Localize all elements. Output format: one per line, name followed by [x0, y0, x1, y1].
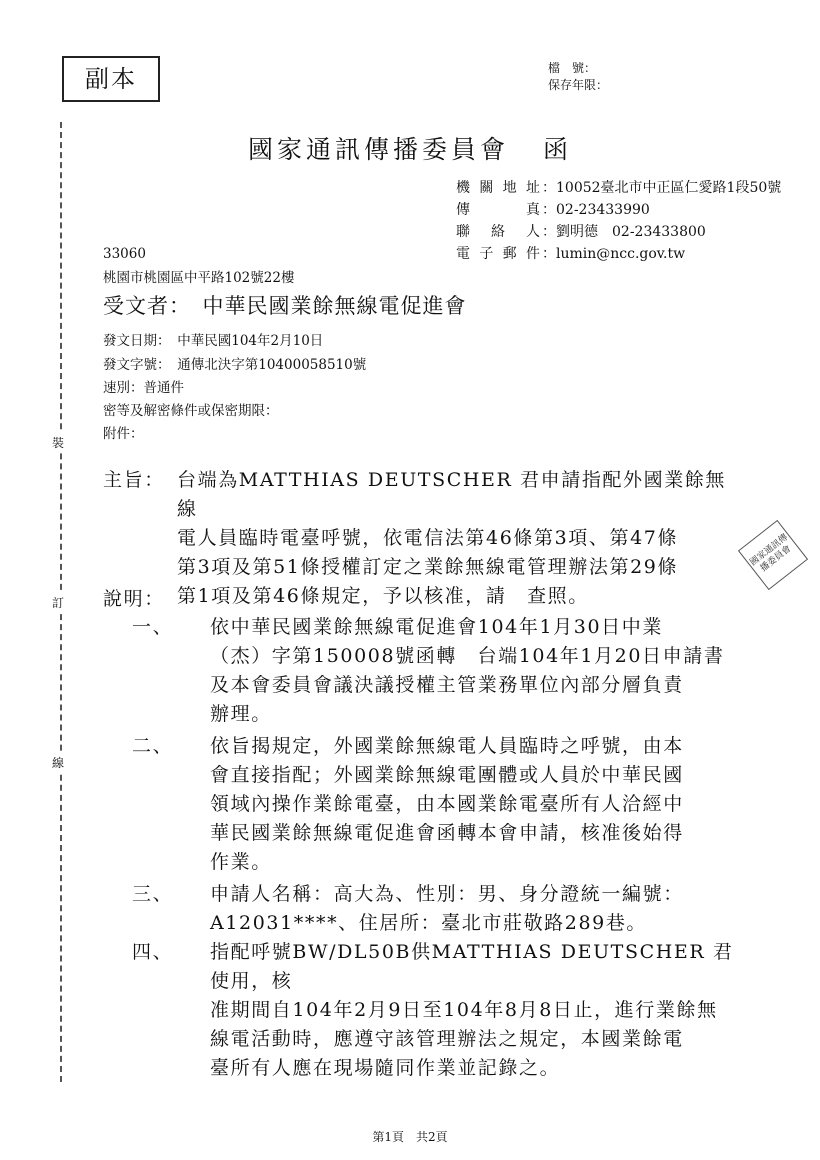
urgency: 速別：普通件 — [103, 380, 184, 396]
item-number: 一、 — [132, 616, 174, 638]
postal-code: 33060 — [103, 246, 146, 262]
copy-stamp: 副本 — [62, 56, 160, 102]
contact-email: 電子郵件 ：lumin@ncc.gov.tw — [456, 246, 686, 262]
document-title — [0, 130, 820, 166]
document-number: 發文字號： 通傳北決字第10400058510號 — [103, 357, 367, 373]
item-number: 三、 — [132, 883, 174, 905]
attachments: 附件： — [103, 426, 144, 442]
doc-number-label: 檔 號： — [548, 61, 597, 75]
recipient: 受文者： 中華民國業餘無線電促進會 — [103, 294, 467, 318]
contact-fax: 傳 真 ：02-23433990 — [456, 202, 650, 218]
item-text: 指配呼號BW/DL50B供MATTHIAS DEUTSCHER 君使用，核 准期間自104年2月9日至104年8月8日止，進行業餘無 線電活動時，應遵守該管理辦法之規定，本國業餘電 臺所有人應在現場隨同作業並記錄之。 — [210, 941, 734, 1079]
issue-date: 發文日期： 中華民國104年2月10日 — [103, 333, 324, 349]
margin-mark-staple: 訂 — [52, 592, 64, 613]
explanation-label: 說明： — [103, 588, 165, 610]
recipient-address: 桃園市桃園區中平路102號22樓 — [103, 270, 295, 286]
item-text: 申請人名稱：高大為、性別：男、身分證統一編號： A12031****、住居所：臺北市莊敬路289巷。 — [210, 883, 684, 934]
contact-person: 聯 絡 人 ：劉明德 02-23433800 — [456, 224, 706, 240]
contact-address: 機關地址 ：10052臺北市中正區仁愛路1段50號 — [456, 180, 782, 196]
subject-label: 主旨： — [103, 469, 165, 491]
subject-text: 台端為MATTHIAS DEUTSCHER 君申請指配外國業餘無線 電人員臨時電臺呼號，依電信法第46條第3項、第47條 第3項及第51條授權訂定之業餘無線電管理辦法第29條 第1項及第46條規定，予以核准，請 查照。 — [177, 469, 727, 607]
confidentiality: 密等及解密條件或保密期限： — [103, 403, 279, 419]
margin-mark-line: 線 — [52, 752, 64, 773]
retention-label: 保存年限： — [548, 78, 609, 92]
item-text: 依旨揭規定，外國業餘無線電人員臨時之呼號，由本 會直接指配；外國業餘無線電團體或人員於中華民國 領域內操作業餘電臺，由本國業餘電臺所有人洽經中 華民國業餘無線電促進會函轉本會申請，核准後始得 作業。 — [210, 735, 684, 873]
receipt-stamp: 國家通訊傳播委員會 — [738, 520, 808, 590]
item-number: 四、 — [132, 941, 174, 963]
item-number: 二、 — [132, 735, 174, 757]
title-org: 國家通訊傳播委員會 — [247, 135, 509, 164]
margin-mark-bind: 裝 — [52, 432, 64, 453]
title-type: 函 — [543, 135, 573, 164]
item-text: 依中華民國業餘無線電促進會104年1月30日中業 （杰）字第150008號函轉 台端104年1月20日申請書 及本會委員會議決議授權主管業務單位內部分層負責 辦理。 — [210, 616, 725, 725]
page-footer: 第1頁 共2頁 — [372, 1130, 448, 1144]
